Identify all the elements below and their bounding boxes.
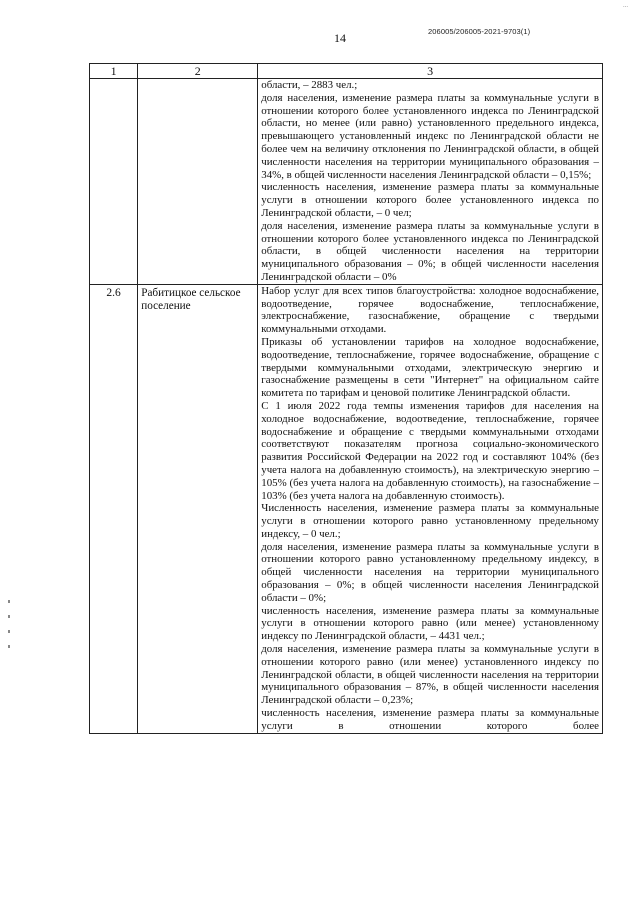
- table-row-2-6: [90, 284, 603, 733]
- paragraph: области, – 2883 чел.;: [261, 79, 358, 91]
- paragraph: С 1 июля 2022 года темпы изменения тарифов для населения на холодное водоснабжение, водоотведение, теплоснабжение, горячее водоснабжение и обращение с твердыми коммунальными отходами соответствуют показателям прогноза социально-экономического развития Российской Федерации на 2022 год и составляют 104% (без учета налога на добавленную стоимость), на электрическую энергию – 105% (без учета налога на добавленную стоимость), на газоснабжение – 103% (без учета налога на добавленную стоимость).: [261, 399, 599, 502]
- row-number: [90, 79, 138, 285]
- paragraph: численность населения, изменение размера платы за коммунальные услуги в отношении которого более установленного индекса по Ленинградской области, – 0 чел;: [261, 181, 599, 219]
- row-number: 2.6: [90, 284, 138, 733]
- data-table: [89, 63, 603, 734]
- row-settlement-name: Рабитицкое сельское поселение: [138, 284, 258, 733]
- column-header-2: 2: [138, 64, 258, 79]
- paragraph: доля населения, изменение размера платы за коммунальные услуги в отношении которого равно установленному предельному индексу, в общей численности населения на территории муниципального образования – 0%; в общей численности населения Ленинградской области – 0%;: [261, 540, 599, 604]
- paragraph: доля населения, изменение размера платы за коммунальные услуги в отношении которого равно (или менее) установленного индексу по Ленинградской области, в общей численности населения на территории муниципального образования – 87%, в общей численности населения Ленинградской области – 0,23%;: [261, 643, 599, 707]
- page-number: 14: [334, 31, 346, 45]
- paragraph: Набор услуг для всех типов благоустройства: холодное водоснабжение, водоотведение, горячее водоснабжение, теплоснабжение, электроснабжение, газоснабжение, обращение с твердыми коммунальными отходами.: [261, 284, 599, 336]
- paragraph: доля населения, изменение размера платы за коммунальные услуги в отношении которого более установленного индекса по Ленинградской области, в общей численности населения на территории муниципального образования – 0%; в общей численности населения Ленинградской области – 0%: [261, 219, 599, 283]
- table-header-row: [90, 64, 603, 79]
- row-description: [258, 284, 603, 733]
- row-settlement-name: [138, 79, 258, 285]
- scan-edge-marks: [8, 600, 12, 680]
- table-row-continuation: [90, 79, 603, 285]
- row-description: [258, 79, 603, 285]
- paragraph: Численность населения, изменение размера платы за коммунальные услуги в отношении которого равно установленному предельному индексу, – 0 чел.;: [261, 502, 599, 540]
- paragraph: численность населения, изменение размера платы за коммунальные услуги в отношении которого равно (или менее) установленному индексу по Ленинградской области, – 4431 чел.;: [261, 604, 599, 643]
- column-header-3: 3: [258, 64, 603, 79]
- paragraph: Приказы об установлении тарифов на холодное водоснабжение, водоотведение, теплоснабжение, горячее водоснабжение, обращение с твердыми коммунальными отходами, электрическую энергию и газоснабжение размещены в сети "Интернет" на официальном сайте комитета по тарифам и ценовой политике Ленинградской области.: [261, 335, 599, 400]
- paragraph: доля населения, изменение размера платы за коммунальные услуги в отношении которого более установленного индекса по Ленинградской области, но менее (или равно) установленного предельного индекса, превышающего установленный индекс по Ленинградской области не более чем на величину отклонения по Ленинградской области, в общей численности населения на территории муниципального образования – 34%, в общей численности населения Ленинградской области – 0,15%;: [261, 91, 599, 181]
- column-header-1: 1: [90, 64, 138, 79]
- paragraph: численность населения, изменение размера платы за коммунальные услуги в отношении которого более: [261, 707, 599, 732]
- corner-mark: ...: [622, 3, 628, 9]
- document-id: 206005/206005-2021-9703(1): [428, 27, 531, 36]
